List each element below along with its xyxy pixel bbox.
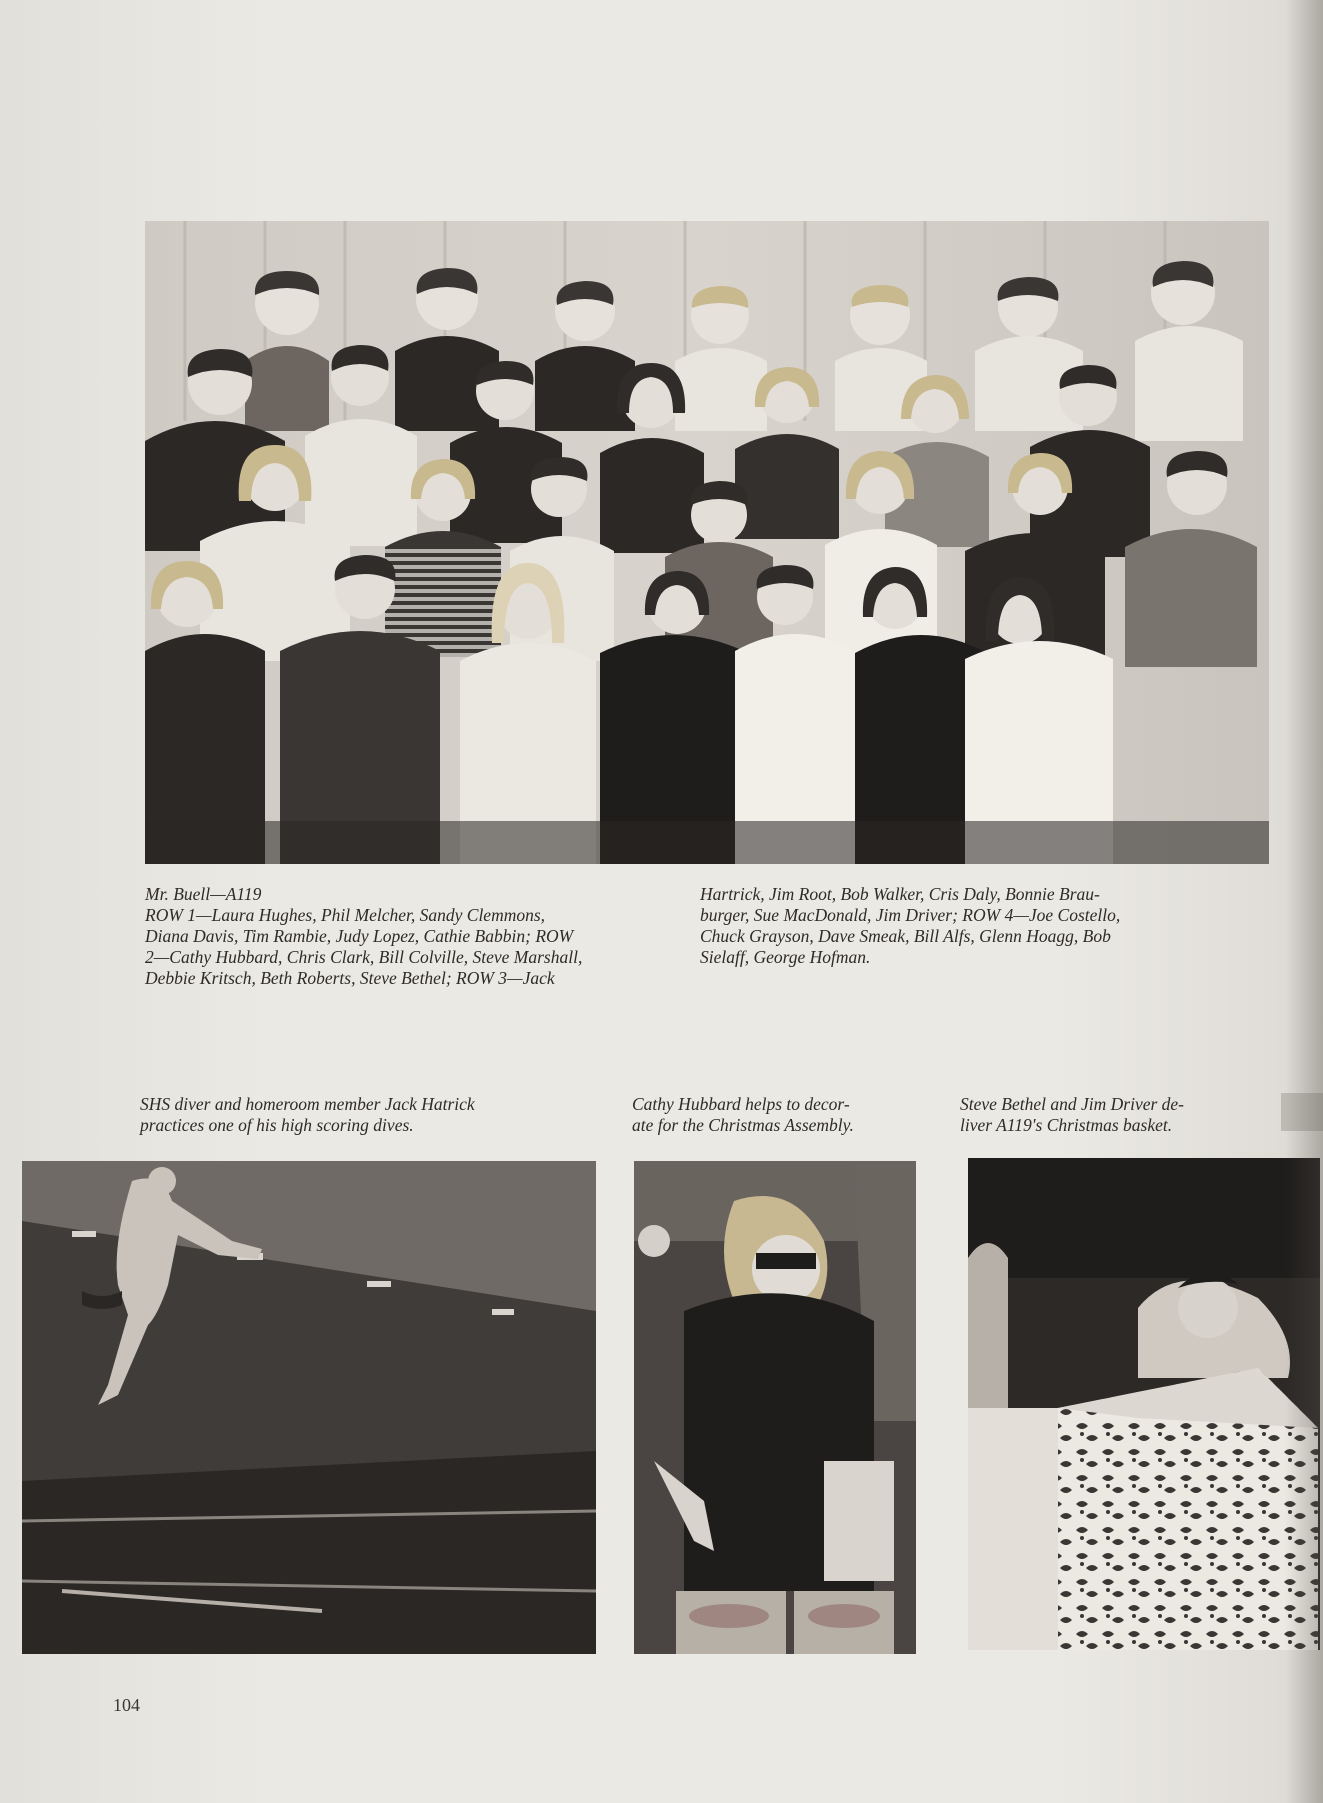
page-number: 104 [113, 1695, 140, 1715]
caption-line: Hartrick, Jim Root, Bob Walker, Cris Daly, Bonnie Brau- [700, 884, 1100, 904]
basket-photo-image [968, 1158, 1320, 1650]
group-caption-right [700, 884, 1268, 968]
caption-line: 2—Cathy Hubbard, Chris Clark, Bill Colville, Steve Marshall, [145, 947, 583, 967]
caption-line: ROW 1—Laura Hughes, Phil Melcher, Sandy Clemmons, [145, 905, 546, 925]
caption-line: Debbie Kritsch, Beth Roberts, Steve Bethel; ROW 3—Jack [145, 968, 555, 988]
diver-photo-image [22, 1161, 596, 1654]
decorating-photo [634, 1161, 916, 1654]
caption-line: Diana Davis, Tim Rambie, Judy Lopez, Cathie Babbin; ROW [145, 926, 574, 946]
group-photo-image [145, 221, 1269, 864]
basket-caption [960, 1094, 1280, 1136]
caption-line: Steve Bethel and Jim Driver de- [960, 1094, 1185, 1114]
caption-line: burger, Sue MacDonald, Jim Driver; ROW 4—Joe Costello, [700, 905, 1121, 925]
group-caption-left [145, 884, 672, 989]
caption-line: Cathy Hubbard helps to decor- [632, 1094, 850, 1114]
decor-caption [632, 1094, 916, 1136]
teacher-room-label: Mr. Buell—A119 [145, 884, 262, 904]
caption-line: ate for the Christmas Assembly. [632, 1115, 854, 1135]
diver-photo [22, 1161, 596, 1654]
binding-shadow [1285, 0, 1323, 1803]
diver-caption [140, 1094, 592, 1136]
caption-line: practices one of his high scoring dives. [140, 1115, 414, 1135]
caption-line: Chuck Grayson, Dave Smeak, Bill Alfs, Glenn Hoagg, Bob [700, 926, 1111, 946]
basket-photo [968, 1158, 1320, 1650]
caption-line: liver A119's Christmas basket. [960, 1115, 1173, 1135]
caption-line: Sielaff, George Hofman. [700, 947, 871, 967]
caption-line: SHS diver and homeroom member Jack Hatrick [140, 1094, 475, 1114]
decorating-photo-image [634, 1161, 916, 1654]
group-photo [145, 221, 1269, 864]
